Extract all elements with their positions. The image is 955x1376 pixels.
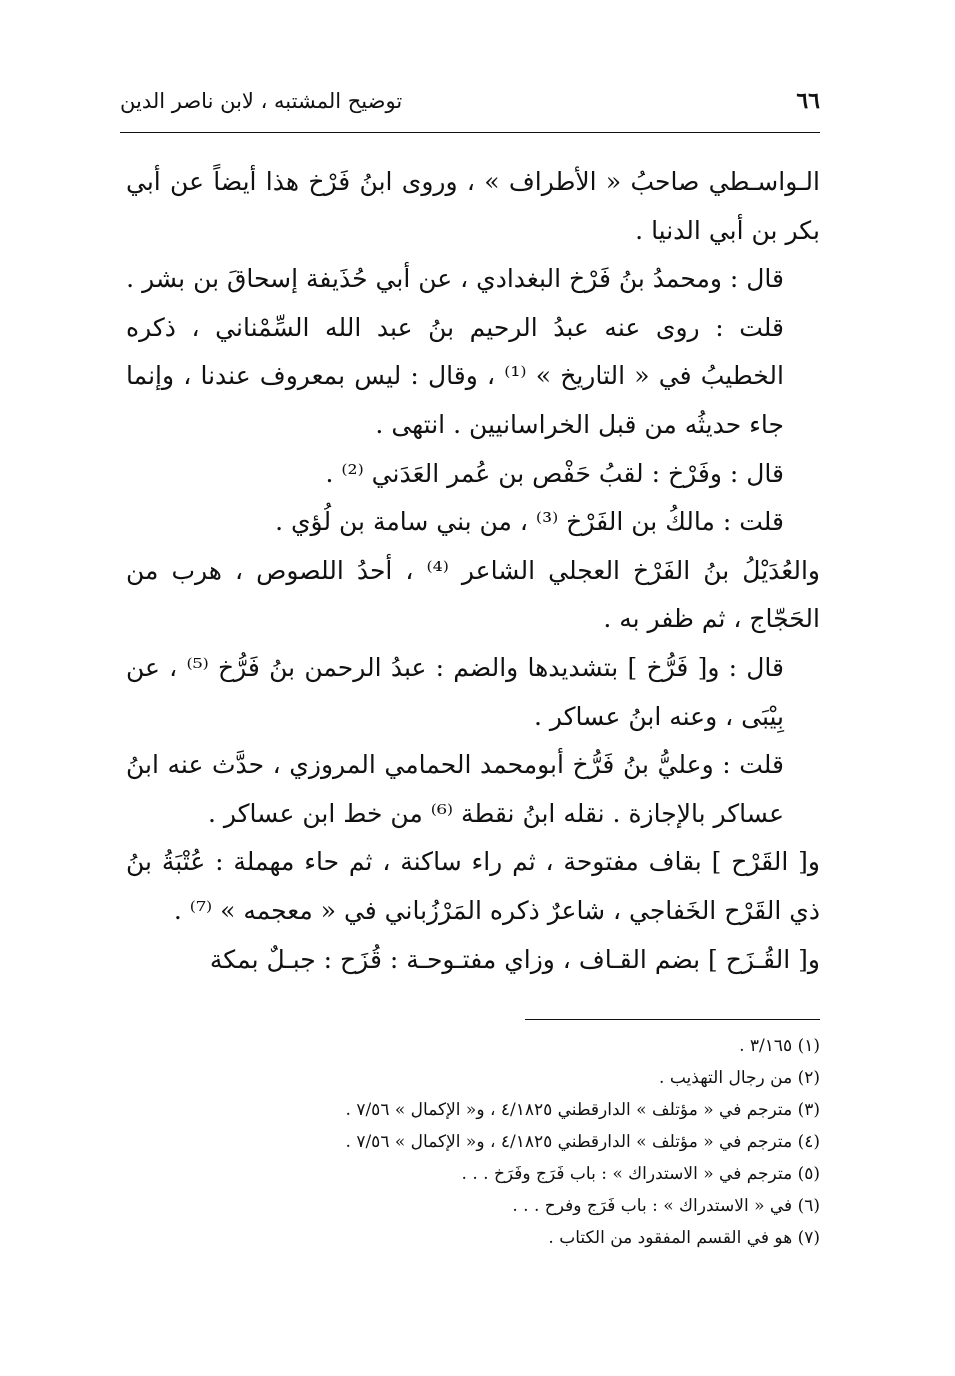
paragraph: قال : و[ فَرُّخ ] بتشديدها والضم : عبدُ الرحمن بنُ فَرُّخ ⁽⁵⁾ ، عن بِيْبَى ، وعنه ابنُ عساكر . xyxy=(126,652,784,731)
paragraph: و[ القَرْح ] بقاف مفتوحة ، ثم راء ساكنة ، ثم حاء مهملة : عُتْبَةُ بنُ ذي القَرْح الخَفاجي ، شاعرٌ ذكره المَرْزُباني في « معجمه » ⁽⁷⁾ . xyxy=(126,847,820,925)
footnote: (٢) من رجال التهذيب . xyxy=(659,1068,820,1088)
paragraph: قال : ومحمدُ بنُ فَرْخ البغدادي ، عن أبي حُذَيفة إسحاقَ بن بشر . xyxy=(126,264,784,294)
footnote: (٧) هو في القسم المفقود من الكتاب . xyxy=(548,1228,820,1248)
paragraph: قلت : مالكُ بن الفَرْخ ⁽³⁾ ، من بني سامة بن لُؤي . xyxy=(275,507,784,537)
paragraph: والعُدَيْلُ بنُ الفَرْخ العجلي الشاعر ⁽⁴⁾ ، أحدُ اللصوص ، هرب من الحَجّاج ، ثم ظفر به . xyxy=(126,555,820,634)
paragraph: قال : وفَرْخ : لقبُ حَفْص بن عُمر العَدَني ⁽²⁾ . xyxy=(325,458,784,488)
footnote: (٥) مترجم في « الاستدراك » : باب فَرَج وفَرَخ . . . xyxy=(461,1164,820,1184)
footnote: (١) ٣/١٦٥ . xyxy=(739,1036,820,1056)
header-rule xyxy=(120,132,820,133)
footnote: (٤) مترجم في « مؤتلف » الدارقطني ٤/١٨٢٥ ، و« الإكمال » ٧/٥٦ . xyxy=(345,1132,820,1152)
paragraph: قلت : روى عنه عبدُ الرحيم بنُ عبد الله السِّمْناني ، ذكره الخطيبُ في « التاريخ » ⁽¹⁾ ، وقال : ليس بمعروف عندنا ، وإنما جاء حديثُه من قبل الخراسانيين . انتهى . xyxy=(126,312,784,439)
footnotes xyxy=(126,1030,820,1254)
page-number: ٦٦ xyxy=(796,88,820,114)
running-header xyxy=(120,86,820,126)
paragraph: قلت : وعليُّ بنُ فَرُّخ أبومحمد الحمامي المروزي ، حدَّث عنه ابنُ عساكر بالإجازة . نقله ابنُ نقطة ⁽⁶⁾ من خط ابن عساكر . xyxy=(126,750,784,828)
main-text xyxy=(126,158,820,984)
footnote: (٦) في « الاستدراك » : باب فَرَج وفرح . . . xyxy=(512,1196,820,1216)
footnote: (٣) مترجم في « مؤتلف » الدارقطني ٤/١٨٢٥ ، و« الإكمال » ٧/٥٦ . xyxy=(345,1100,820,1120)
paragraph: الـواسـطي صاحبُ « الأطراف » ، وروى ابنُ فَرْخ هذا أيضاً عن أبي بكر بن أبي الدنيا . xyxy=(126,167,820,245)
running-title: توضيح المشتبه ، لابن ناصر الدين xyxy=(120,89,403,113)
footnote-rule xyxy=(525,1019,820,1020)
paragraph: و[ القُـزَح ] بضم القـاف ، وزاي مفتـوحـة : قُزَح : جبـلٌ بمكة xyxy=(209,944,820,974)
